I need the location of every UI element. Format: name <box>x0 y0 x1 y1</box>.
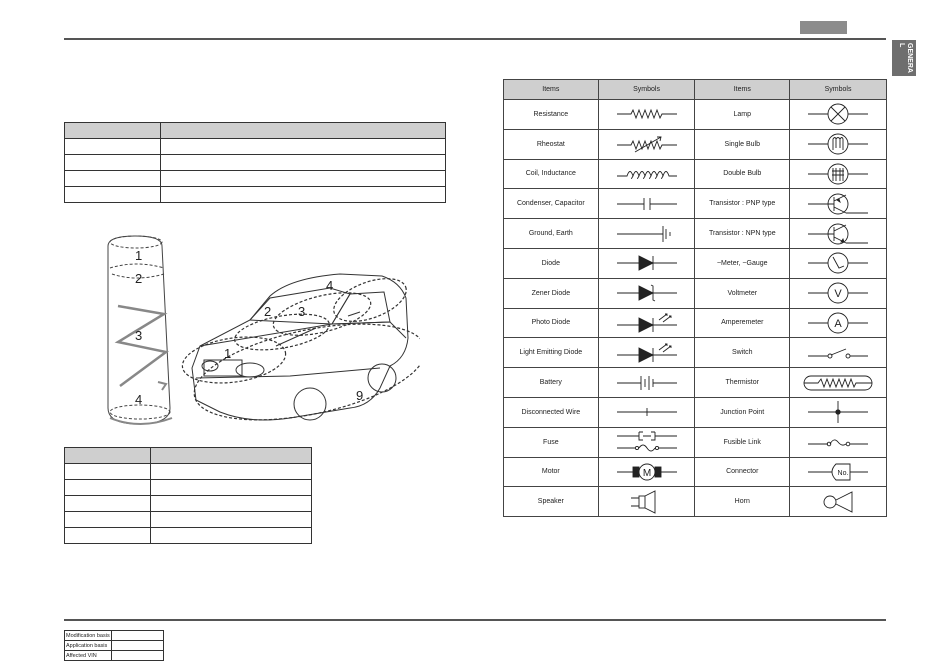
item-label: Rheostat <box>504 129 599 159</box>
amperemeter-symbol-icon <box>790 308 887 338</box>
table-header-row <box>65 123 446 139</box>
npn-transistor-symbol-icon <box>790 219 887 249</box>
item-label: Photo Diode <box>504 308 599 338</box>
table-row <box>65 464 312 480</box>
rheostat-symbol-icon <box>598 129 695 159</box>
gauge-symbol-icon <box>790 248 887 278</box>
car-label-1: 1 <box>224 346 232 361</box>
table-row <box>504 278 887 308</box>
car-label-4: 4 <box>326 278 334 293</box>
table-header-row <box>65 448 312 464</box>
led-symbol-icon <box>598 338 695 368</box>
table-row <box>504 159 887 189</box>
item-label: Transistor : NPN type <box>695 219 790 249</box>
capacitor-symbol-icon <box>598 189 695 219</box>
table-row <box>504 100 887 130</box>
column-header-symbols: Symbols <box>790 80 887 100</box>
wiring-symbols-table <box>503 79 887 517</box>
harness-area-illustration <box>100 228 420 438</box>
item-label: Light Emitting Diode <box>504 338 599 368</box>
item-label: Disconnected Wire <box>504 397 599 427</box>
table-row <box>504 129 887 159</box>
table-row <box>65 480 312 496</box>
item-label: Speaker <box>504 487 599 517</box>
side-tab[interactable] <box>892 40 916 76</box>
table-row <box>504 219 887 249</box>
harness-label-3: 3 <box>135 328 143 343</box>
item-label: Lamp <box>695 100 790 130</box>
header-rule <box>64 38 886 40</box>
table-row <box>65 139 446 155</box>
item-label: Thermistor <box>695 368 790 398</box>
switch-symbol-icon <box>790 338 887 368</box>
modification-basis-label: Modification basis <box>66 632 110 639</box>
table-row <box>65 528 312 544</box>
column-header-items: Items <box>504 80 599 100</box>
voltmeter-letter: V <box>834 288 842 301</box>
fusible-link-symbol-icon <box>790 427 887 457</box>
single-bulb-symbol-icon <box>790 129 887 159</box>
item-label: Condenser, Capacitor <box>504 189 599 219</box>
thermistor-symbol-icon <box>790 368 887 398</box>
ground-symbol-icon <box>598 219 695 249</box>
speaker-symbol-icon <box>598 487 695 517</box>
table-row <box>65 171 446 187</box>
junction-point-symbol-icon <box>790 397 887 427</box>
lamp-symbol-icon <box>790 100 887 130</box>
item-label: Switch <box>695 338 790 368</box>
item-label: Diode <box>504 248 599 278</box>
table-row <box>65 641 164 651</box>
table-row <box>65 651 164 661</box>
side-tab-label: GENERA L <box>898 43 913 73</box>
harness-label-1: 1 <box>135 248 143 263</box>
connector-label: No. <box>837 469 849 477</box>
table-row <box>65 187 446 203</box>
car-zone-outlines <box>179 270 420 438</box>
affected-vin-label: Affected VIN <box>65 651 112 661</box>
table-row <box>65 496 312 512</box>
table-row <box>504 189 887 219</box>
table-row <box>504 397 887 427</box>
item-label: ~Meter, ~Gauge <box>695 248 790 278</box>
fuse-symbol-icon <box>598 427 695 457</box>
item-label: Horn <box>695 487 790 517</box>
column-header-symbols: Symbols <box>598 80 695 100</box>
column-header-items: Items <box>695 80 790 100</box>
table-row <box>504 338 887 368</box>
battery-symbol-icon <box>598 368 695 398</box>
table-row <box>504 457 887 487</box>
footer-rule <box>64 619 886 621</box>
pnp-transistor-symbol-icon <box>790 189 887 219</box>
motor-letter: M <box>642 467 651 479</box>
blank-table-bottom <box>64 447 312 544</box>
motor-symbol-icon <box>598 457 695 487</box>
coil-symbol-icon <box>598 159 695 189</box>
item-label: Fuse <box>504 427 599 457</box>
photo-diode-symbol-icon <box>598 308 695 338</box>
item-label: Double Bulb <box>695 159 790 189</box>
table-row <box>504 487 887 517</box>
blank-table-top <box>64 122 446 203</box>
revision-info-box <box>64 630 164 661</box>
car-label-3: 3 <box>298 304 306 319</box>
symbols-table-header <box>504 80 887 100</box>
car-label-2: 2 <box>264 304 272 319</box>
diode-symbol-icon <box>598 248 695 278</box>
disconnected-wire-symbol-icon <box>598 397 695 427</box>
harness-label-2: 2 <box>135 271 143 286</box>
table-row <box>65 155 446 171</box>
item-label: Ground, Earth <box>504 219 599 249</box>
horn-symbol-icon <box>790 487 887 517</box>
resistor-symbol-icon <box>598 100 695 130</box>
table-row <box>504 427 887 457</box>
table-row <box>504 368 887 398</box>
item-label: Resistance <box>504 100 599 130</box>
zener-diode-symbol-icon <box>598 278 695 308</box>
table-row <box>504 308 887 338</box>
voltmeter-symbol-icon <box>790 278 887 308</box>
header-badge <box>800 21 847 34</box>
item-label: Voltmeter <box>695 278 790 308</box>
item-label: Fusible Link <box>695 427 790 457</box>
application-basis-label: Application basis <box>65 641 112 651</box>
item-label: Amperemeter <box>695 308 790 338</box>
table-row <box>504 248 887 278</box>
item-label: Coil, Inductance <box>504 159 599 189</box>
item-label: Transistor : PNP type <box>695 189 790 219</box>
car-label-9: 9 <box>356 388 364 403</box>
double-bulb-symbol-icon <box>790 159 887 189</box>
item-label: Connector <box>695 457 790 487</box>
item-label: Motor <box>504 457 599 487</box>
item-label: Zener Diode <box>504 278 599 308</box>
item-label: Junction Point <box>695 397 790 427</box>
table-row <box>65 631 164 641</box>
item-label: Battery <box>504 368 599 398</box>
connector-symbol-icon <box>790 457 887 487</box>
harness-label-4: 4 <box>135 392 143 407</box>
item-label: Single Bulb <box>695 129 790 159</box>
table-row <box>65 512 312 528</box>
amperemeter-letter: A <box>834 317 842 330</box>
